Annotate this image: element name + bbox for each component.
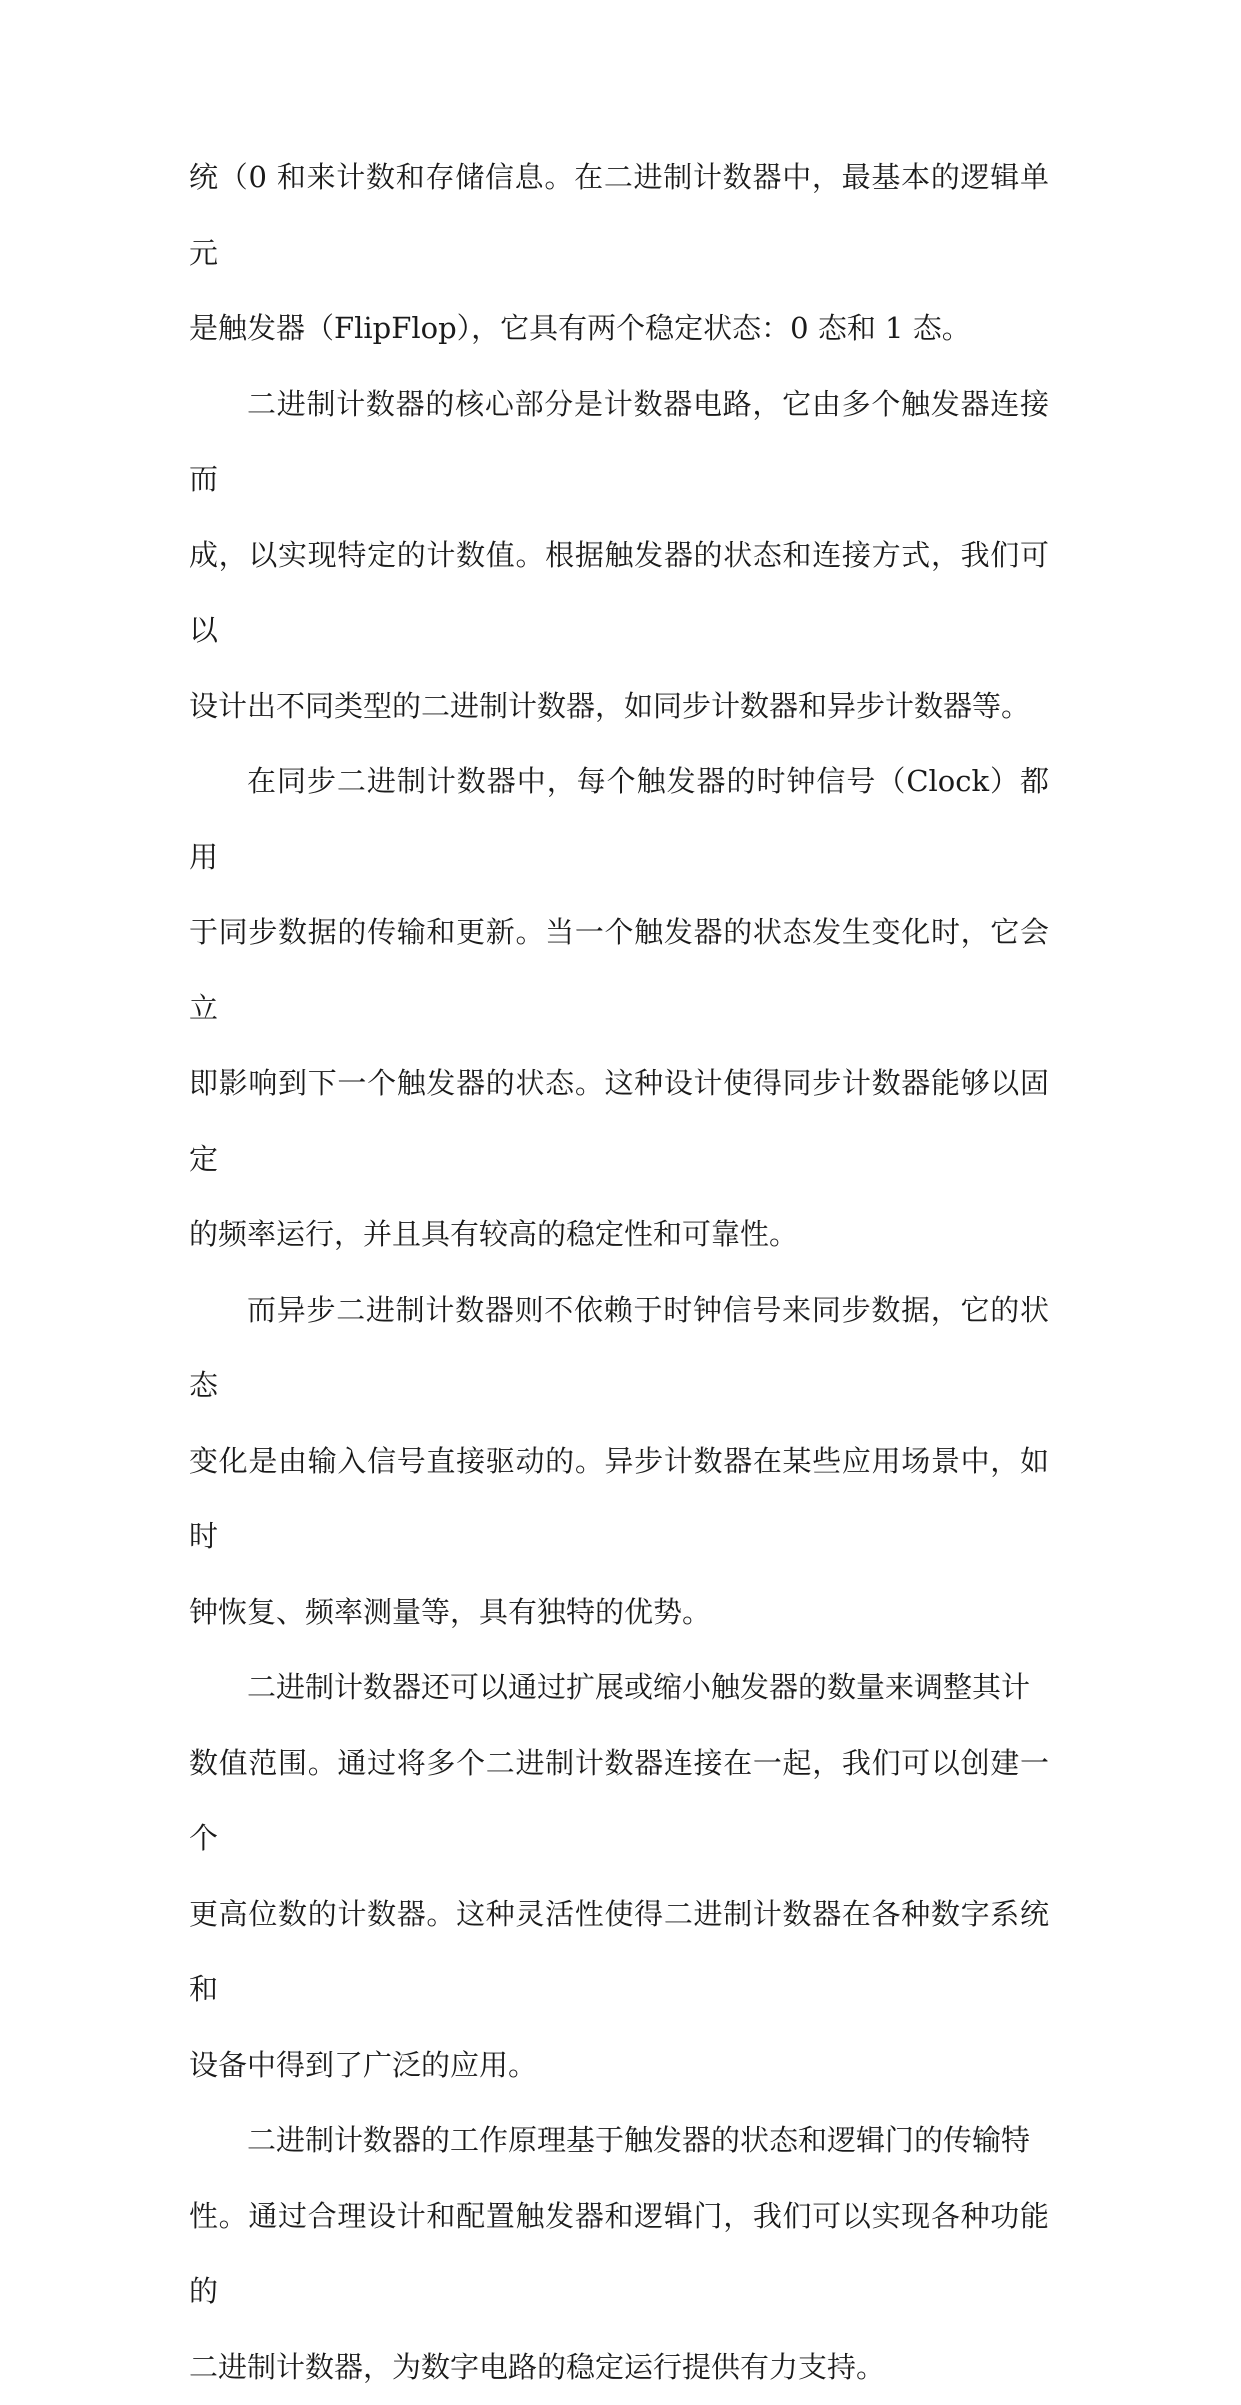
text-line: 二进制计数器的核心部分是计数器电路，它由多个触发器连接而 — [189, 386, 1049, 496]
text-line: 成，以实现特定的计数值。根据触发器的状态和连接方式，我们可以 — [189, 537, 1049, 647]
text-line: 二进制计数器还可以通过扩展或缩小触发器的数量来调整其计 — [247, 1670, 1031, 1704]
text-line: 而异步二进制计数器则不依赖于时钟信号来同步数据，它的状态 — [189, 1292, 1049, 1402]
paragraph-2 — [189, 367, 1049, 745]
text-line: 二进制计数器，为数字电路的稳定运行提供有力支持。 — [189, 2349, 886, 2384]
text-line: 统（0 和来计数和存储信息。在二进制计数器中，最基本的逻辑单元 — [189, 160, 1049, 270]
paragraph-1 — [189, 140, 1049, 367]
text-line: 即影响到下一个触发器的状态。这种设计使得同步计数器能够以固定 — [189, 1066, 1049, 1176]
text-line: 钟恢复、频率测量等，具有独特的优势。 — [189, 1594, 712, 1629]
text-line: 于同步数据的传输和更新。当一个触发器的状态发生变化时，它会立 — [189, 915, 1049, 1025]
text-line: 数值范围。通过将多个二进制计数器连接在一起，我们可以创建一个 — [189, 1745, 1049, 1855]
paragraph-5 — [189, 1650, 1049, 2103]
text-line: 二进制计数器的工作原理基于触发器的状态和逻辑门的传输特 — [247, 2123, 1031, 2157]
paragraph-4 — [189, 1273, 1049, 1651]
text-line: 的频率运行，并且具有较高的稳定性和可靠性。 — [189, 1217, 799, 1251]
paragraph-6 — [189, 2103, 1049, 2405]
text-line: 在同步二进制计数器中，每个触发器的时钟信号（Clock）都用 — [189, 764, 1049, 874]
text-line: 设计出不同类型的二进制计数器，如同步计数器和异步计数器等。 — [189, 688, 1031, 723]
text-line: 性。通过合理设计和配置触发器和逻辑门，我们可以实现各种功能的 — [189, 2198, 1049, 2308]
text-line: 是触发器（FlipFlop），它具有两个稳定状态：0 态和 1 态。 — [189, 311, 971, 345]
paragraph-3 — [189, 744, 1049, 1273]
document-body — [189, 140, 1049, 2405]
text-line: 设备中得到了广泛的应用。 — [189, 2047, 538, 2082]
text-line: 更高位数的计数器。这种灵活性使得二进制计数器在各种数字系统和 — [189, 1896, 1049, 2006]
text-line: 变化是由输入信号直接驱动的。异步计数器在某些应用场景中，如时 — [189, 1443, 1049, 1553]
